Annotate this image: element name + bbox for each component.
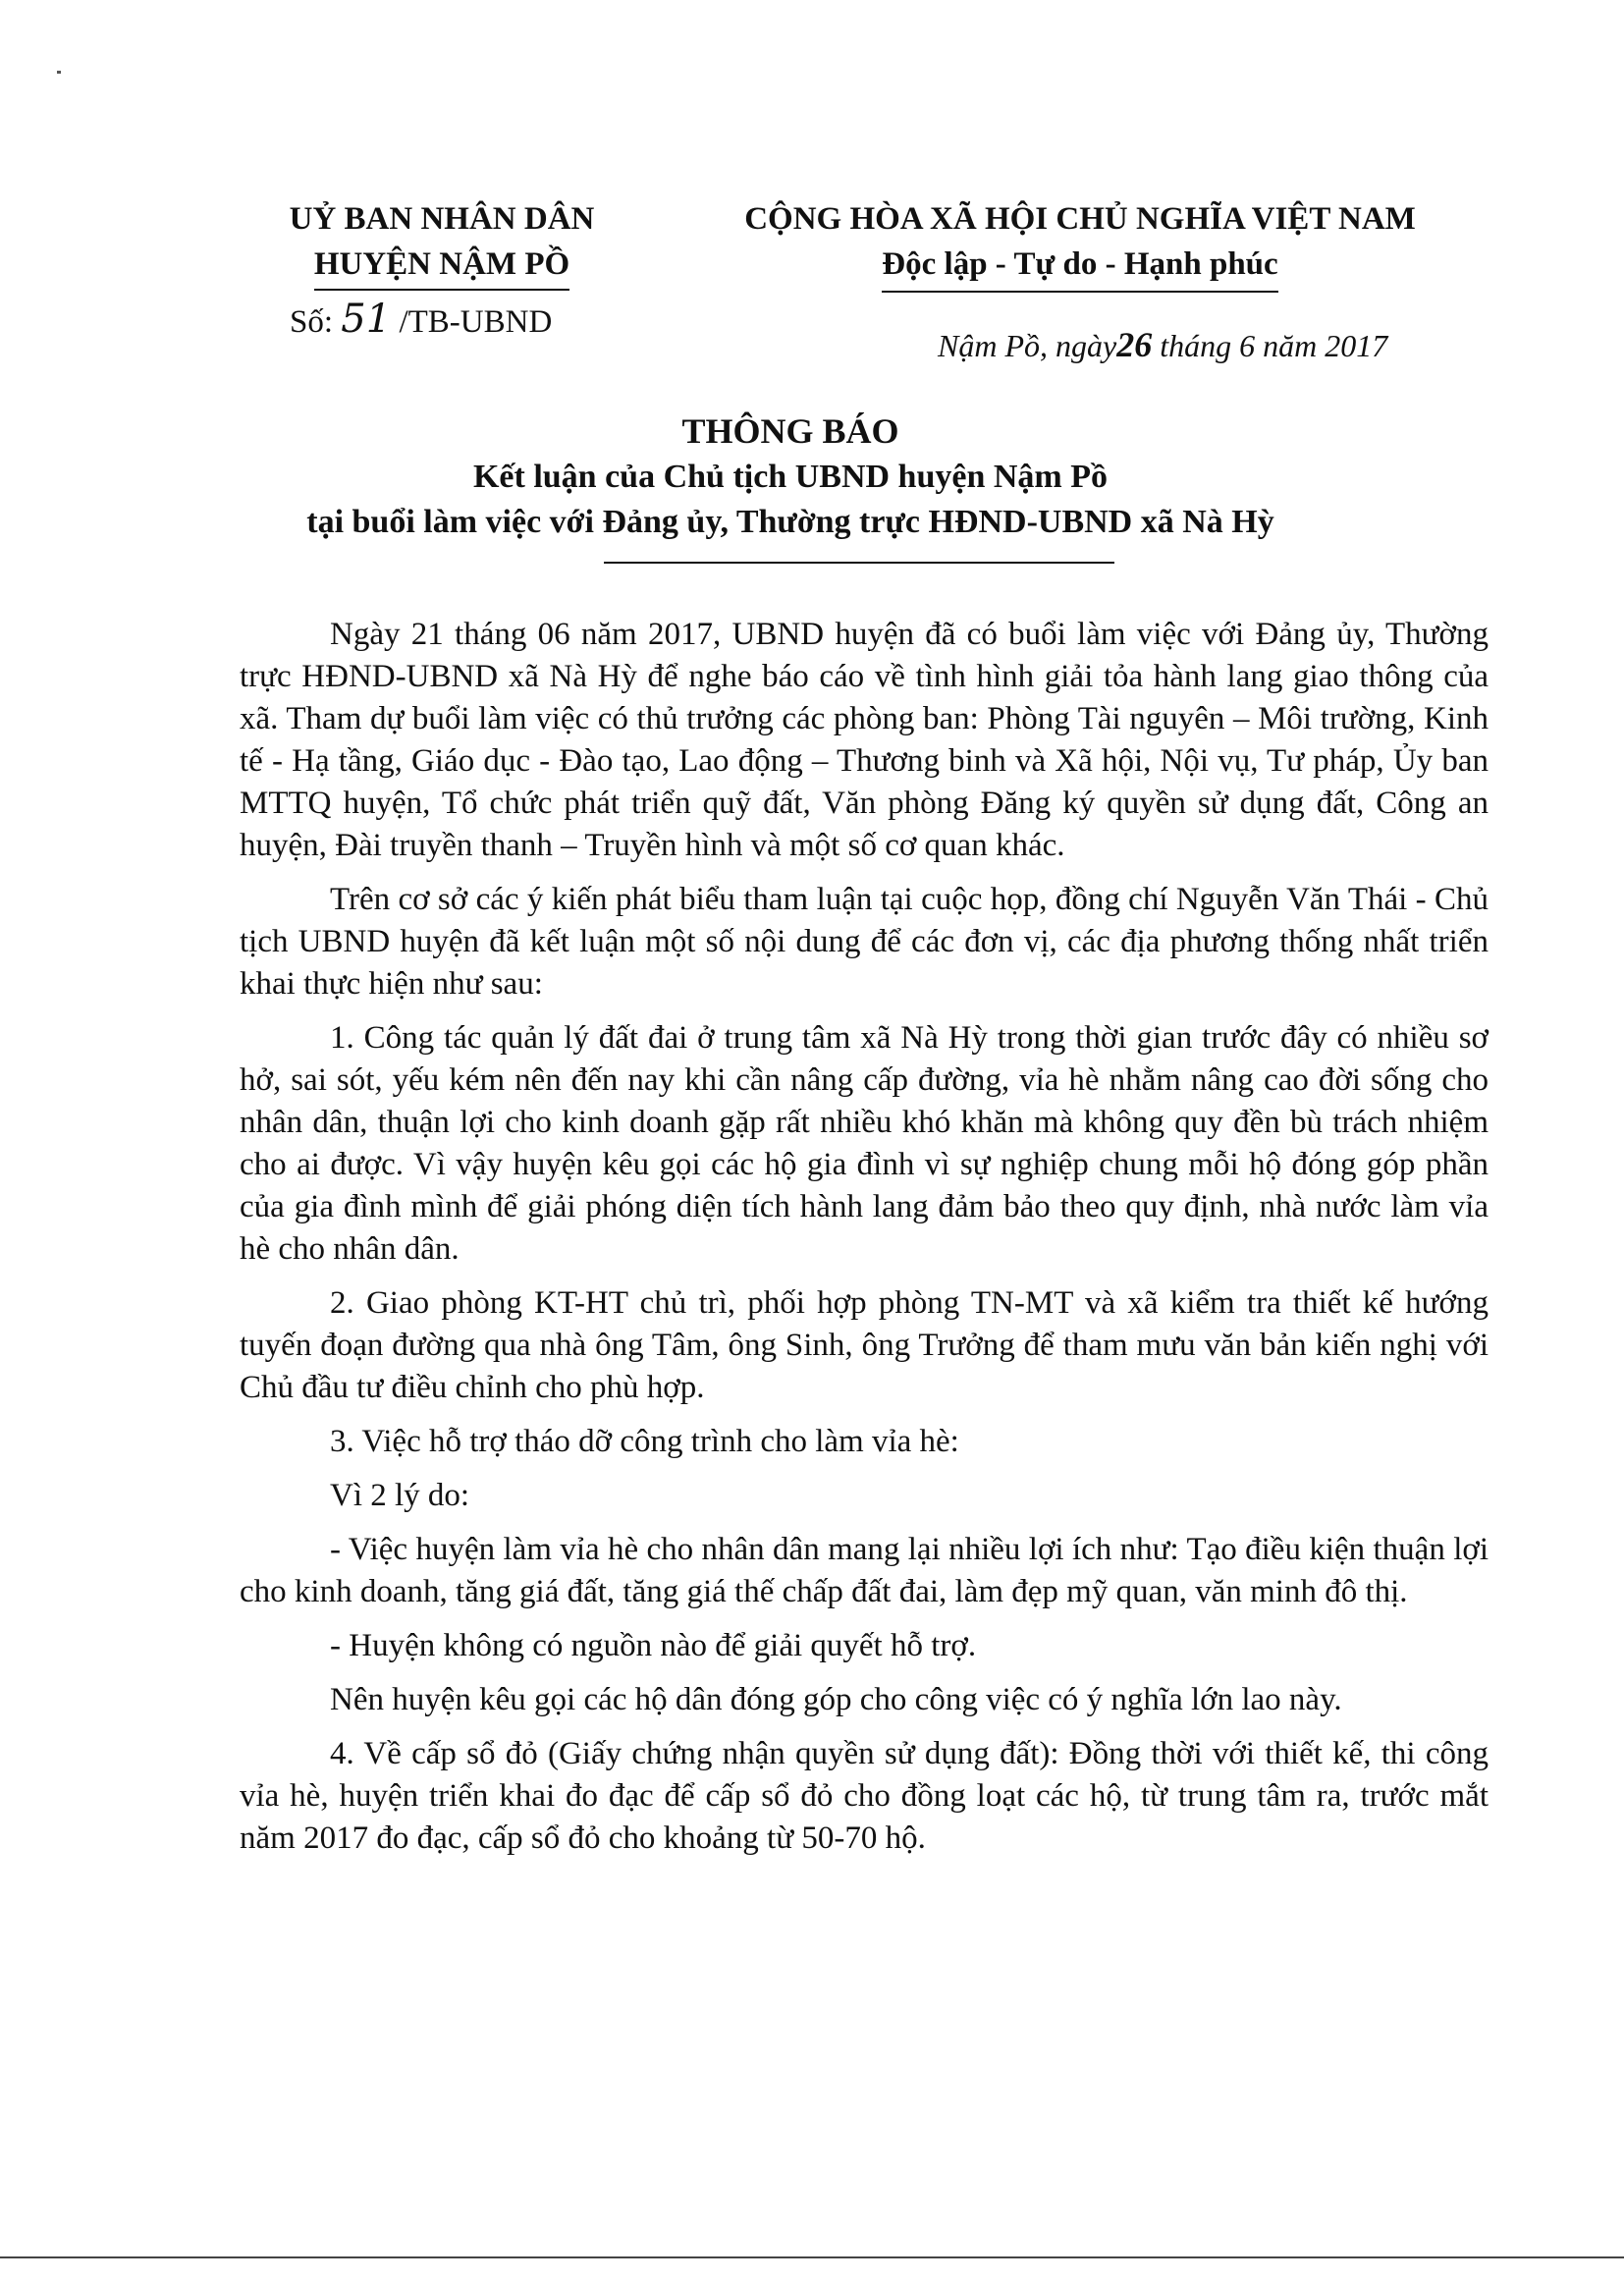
body-paragraph: Nên huyện kêu gọi các hộ dân đóng góp cho công việc có ý nghĩa lớn lao này. (330, 1682, 1342, 1717)
document-subtitle-2: tại buổi làm việc với Đảng ủy, Thường trực HĐND-UBND xã Nà Hỳ (306, 504, 1274, 540)
date-day: 26 (1116, 325, 1153, 364)
body-paragraph: 4. Về cấp sổ đỏ (Giấy chứng nhận quyền sử dụng đất): Đồng thời với thiết kế, thi công vỉa hè, huyện triển khai đo đạc để cấp sổ đỏ cho đồng loạt các hộ, từ trung tâm ra, trước mắt năm 2017 đo đạc, cấp sổ đỏ cho khoảng từ 50-70 hộ. (240, 1736, 1489, 1856)
issuer-line-1: UỶ BAN NHÂN DÂN (289, 201, 595, 237)
document-body (240, 614, 1489, 1872)
document-subtitle-1: Kết luận của Chủ tịch UBND huyện Nậm Pồ (472, 459, 1109, 495)
date-suffix: tháng 6 năm 2017 (1160, 328, 1388, 363)
body-paragraph: 3. Việc hỗ trợ tháo dỡ công trình cho làm vỉa hè: (330, 1424, 959, 1459)
body-paragraph: - Việc huyện làm vỉa hè cho nhân dân mang lại nhiều lợi ích như: Tạo điều kiện thuận lợi cho kinh doanh, tăng giá đất, tăng giá thế chấp đất đai, làm đẹp mỹ quan, văn minh đô thị. (240, 1532, 1489, 1609)
document-number-label: Số: (290, 304, 334, 340)
document-title: THÔNG BÁO (681, 411, 899, 451)
body-paragraph: Trên cơ sở các ý kiến phát biểu tham luận tại cuộc họp, đồng chí Nguyễn Văn Thái - Chủ tịch UBND huyện đã kết luận một số nội dung để các đơn vị, các địa phương thống nhất triển khai thực hiện như sau: (240, 882, 1489, 1002)
national-header (687, 196, 1473, 293)
document-title-block (226, 408, 1355, 545)
body-paragraph: Vì 2 lý do: (330, 1478, 470, 1513)
body-paragraph: Ngày 21 tháng 06 năm 2017, UBND huyện đã có buổi làm việc với Đảng ủy, Thường trực HĐND-UBND xã Nà Hỳ để nghe báo cáo về tình hình giải tỏa hành lang giao thông của xã. Tham dự buổi làm việc có thủ trưởng các phòng ban: Phòng Tài nguyên – Môi trường, Kinh tế - Hạ tầng, Giáo dục - Đào tạo, Lao động – Thương binh và Xã hội, Nội vụ, Tư pháp, Ủy ban MTTQ huyện, Tổ chức phát triển quỹ đất, Văn phòng Đăng ký quyền sử dụng đất, Công an huyện, Đài truyền thanh – Truyền hình và một số cơ quan khác. (240, 617, 1489, 863)
title-divider (604, 562, 1114, 564)
scan-speck (57, 71, 61, 74)
issuer-line-2: HUYỆN NẬM PỒ (314, 242, 569, 291)
national-motto: Độc lập - Tự do - Hạnh phúc (882, 242, 1277, 293)
date-prefix: Nậm Pồ, ngày (938, 328, 1117, 363)
document-number-suffix: /TB-UBND (399, 304, 553, 340)
issuer-header (241, 196, 643, 291)
document-number-value: 51 (341, 297, 392, 342)
body-paragraph: 2. Giao phòng KT-HT chủ trì, phối hợp phòng TN-MT và xã kiểm tra thiết kế hướng tuyến đoạn đường qua nhà ông Tâm, ông Sinh, ông Trưởng để tham mưu văn bản kiến nghị với Chủ đầu tư điều chỉnh cho phù hợp. (240, 1285, 1489, 1405)
national-title: CỘNG HÒA XÃ HỘI CHỦ NGHĨA VIỆT NAM (744, 201, 1416, 237)
body-paragraph: - Huyện không có nguồn nào để giải quyết hỗ trợ. (330, 1628, 977, 1663)
document-date (938, 324, 1387, 365)
document-number (290, 297, 552, 342)
body-paragraph: 1. Công tác quản lý đất đai ở trung tâm xã Nà Hỳ trong thời gian trước đây có nhiều sơ hở, sai sót, yếu kém nên đến nay khi cần nâng cấp đường, vỉa hè nhằm nâng cao đời sống cho nhân dân, thuận lợi cho kinh doanh gặp rất nhiều khó khăn mà không quy đền bù trách nhiệm cho ai được. Vì vậy huyện kêu gọi các hộ gia đình vì sự nghiệp chung mỗi hộ đóng góp phần của gia đình mình để giải phóng diện tích hành lang đảm bảo theo quy định, nhà nước làm vỉa hè cho nhân dân. (240, 1020, 1489, 1267)
scan-edge-line (0, 2256, 1624, 2258)
